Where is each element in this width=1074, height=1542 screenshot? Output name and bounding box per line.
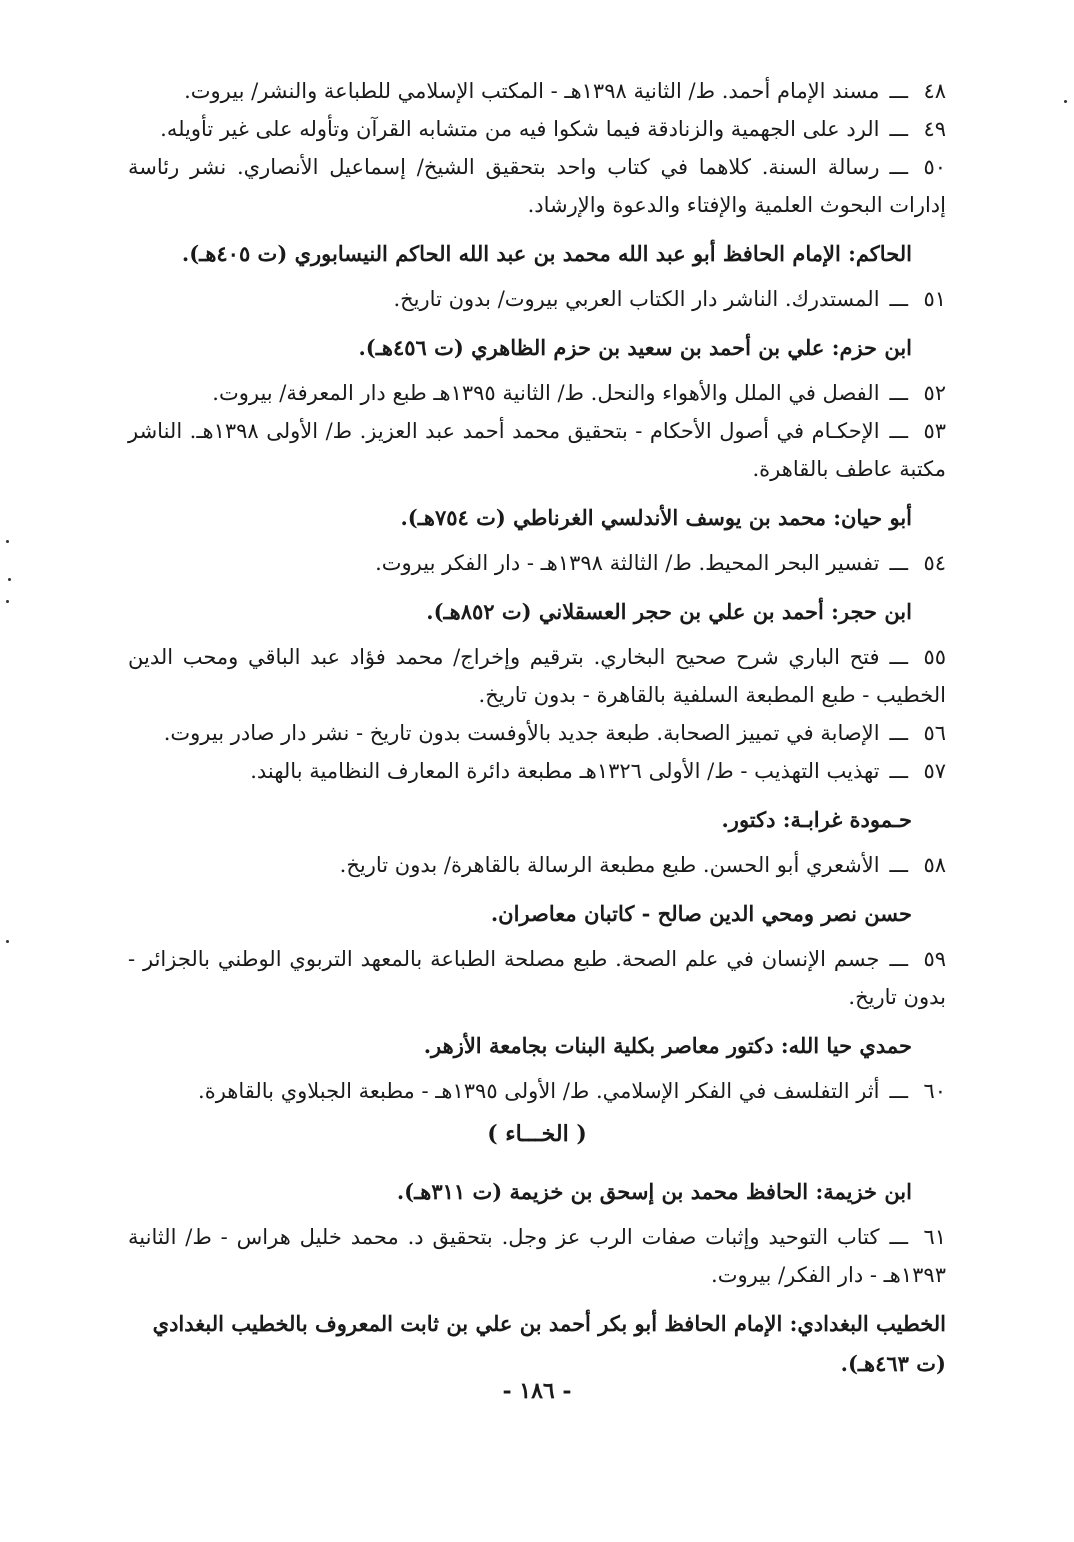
bibliography-entry: ٥٦ـــالإصابة في تمييز الصحابة. طبعة جديد بالأوفست بدون تاريخ - نشر دار صادر بيروت. xyxy=(163,721,946,745)
bibliography-entry: ٤٩ـــالرد على الجهمية والزنادقة فيما شكوا فيه من متشابه القرآن وتأوله على غير تأويله. xyxy=(160,117,946,141)
margin-speck xyxy=(6,540,9,543)
bibliography-entry: ٥٥ـــفتح الباري شرح صحيح البخاري. بترقيم وإخراج/ محمد فؤاد عبد الباقي ومحب الدين الخطيب - طبع المطبعة السلفية بالقاهرة - بدون تاريخ. xyxy=(128,645,946,707)
margin-speck xyxy=(6,600,9,603)
author-heading-ibn-khuzayma: ابن خزيمة: الحافظ محمد بن إسحق بن خزيمة (ت ٣١١هـ). xyxy=(396,1179,912,1204)
margin-speck xyxy=(8,578,11,581)
author-heading-nasr: حسن نصر ومحي الدين صالح - كاتبان معاصران. xyxy=(490,901,912,926)
bibliography-entry: ٥٧ـــتهذيب التهذيب - ط/ الأولى ١٣٢٦هـ مطبعة دائرة المعارف النظامية بالهند. xyxy=(250,759,946,783)
author-heading-hakim: الحاكم: الإمام الحافظ أبو عبد الله محمد بن عبد الله الحاكم النيسابوري (ت ٤٠٥هـ). xyxy=(181,241,912,266)
author-heading-ibn-hazm: ابن حزم: علي بن أحمد بن سعيد بن حزم الظاهري (ت ٤٥٦هـ). xyxy=(358,335,912,360)
entry-list-1 xyxy=(128,72,946,224)
bibliography-entry: ٥٣ـــالإحكـام في أصول الأحكام - بتحقيق محمد أحمد عبد العزيز. ط/ الأولى ١٣٩٨هـ. الناشر مكتبة عاطف بالقاهرة. xyxy=(128,419,946,481)
bibliography-entry: ٦٠ـــأثر التفلسف في الفكر الإسلامي. ط/ الأولى ١٣٩٥هـ - مطبعة الجبلاوي بالقاهرة. xyxy=(198,1079,946,1103)
author-heading-ghuraba: حـمودة غرابـة: دكتور. xyxy=(721,807,912,832)
bibliography-entry: ٦١ـــكتاب التوحيد وإثبات صفات الرب عز وجل. بتحقيق د. محمد خليل هراس - ط/ الثانية ١٣٩٣هـ - دار الفكر/ بيروت. xyxy=(128,1225,946,1287)
bibliography-entry: ٥٨ـــالأشعري أبو الحسن. طبع مطبعة الرسالة بالقاهرة/ بدون تاريخ. xyxy=(339,853,946,877)
margin-speck xyxy=(6,940,9,943)
bibliography-entry: ٤٨ـــمسند الإمام أحمد. ط/ الثانية ١٣٩٨هـ - المكتب الإسلامي للطباعة والنشر/ بيروت. xyxy=(184,79,946,103)
author-heading-khatib: الخطيب البغدادي: الإمام الحافظ أبو بكر أحمد بن علي بن ثابت المعروف بالخطيب البغدادي (ت ٤٦٣هـ). xyxy=(152,1311,946,1376)
bibliography-entry: ٥٠ـــرسالة السنة. كلاهما في كتاب واحد بتحقيق الشيخ/ إسماعيل الأنصاري. نشر رئاسة إدارات البحوث العلمية والإفتاء والدعوة والإرشاد. xyxy=(128,155,946,217)
bibliography-entry: ٥٩ـــجسم الإنسان في علم الصحة. طبع مصلحة الطباعة بالمعهد التربوي الوطني بالجزائر - بدون تاريخ. xyxy=(128,947,946,1009)
section-heading-khaa: ( الخـــاء ) xyxy=(487,1121,587,1147)
bibliography-entry: ٥١ـــالمستدرك. الناشر دار الكتاب العربي بيروت/ بدون تاريخ. xyxy=(393,287,946,311)
bibliography-entry: ٥٢ـــالفصل في الملل والأهواء والنحل. ط/ الثانية ١٣٩٥هـ طبع دار المعرفة/ بيروت. xyxy=(212,381,946,405)
bibliography-page xyxy=(128,72,946,1390)
author-heading-ibn-hajar: ابن حجر: أحمد بن علي بن حجر العسقلاني (ت ٨٥٢هـ). xyxy=(426,599,912,624)
bibliography-entry: ٥٤ـــتفسير البحر المحيط. ط/ الثالثة ١٣٩٨هـ - دار الفكر بيروت. xyxy=(375,551,946,575)
author-heading-abu-hayyan: أبو حيان: محمد بن يوسف الأندلسي الغرناطي (ت ٧٥٤هـ). xyxy=(400,505,912,530)
author-heading-hamdi: حمدي حيا الله: دكتور معاصر بكلية البنات بجامعة الأزهر. xyxy=(423,1033,912,1058)
page-number: - ١٨٦ - xyxy=(502,1378,572,1404)
margin-speck xyxy=(1064,100,1067,103)
